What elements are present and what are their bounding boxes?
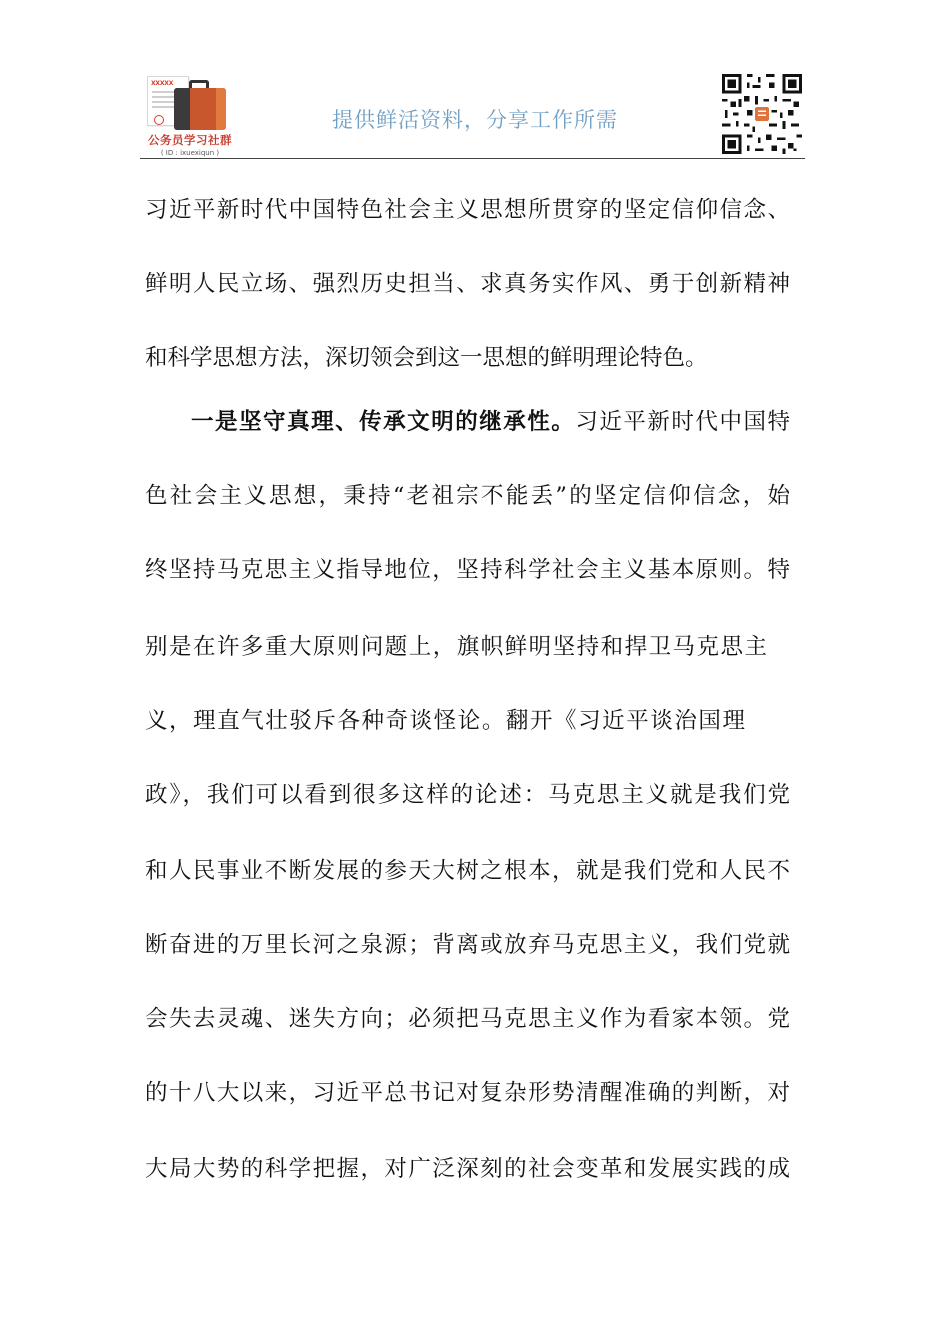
body-line-7: 别是在许多重大原则问题上，旗帜鲜明坚持和捍卫马克思主 xyxy=(145,634,767,660)
logo-title: 公务员学习社群 xyxy=(148,133,232,147)
paragraph-2-heading: 一是坚守真理、传承文明的继承性。 xyxy=(191,409,576,435)
paragraph-2-lead: 习近平新时代中国特 xyxy=(575,409,790,435)
body-line-8: 义，理直气壮驳斥各种奇谈怪论。翻开《习近平谈治国理 xyxy=(145,708,745,734)
body-line-6: 终坚持马克思主义指导地位，坚持科学社会主义基本原则。特 xyxy=(145,557,790,583)
body-line-9: 政》，我们可以看到很多这样的论述：马克思主义就是我们党 xyxy=(145,782,790,808)
logo-id: ( ID : ixuexiqun ) xyxy=(160,149,220,157)
body-line-12: 会失去灵魂、迷失方向；必须把马克思主义作为看家本领。党 xyxy=(145,1006,790,1032)
logo-doc-tag: XXXXX xyxy=(151,80,174,87)
body-line-1: 习近平新时代中国特色社会主义思想所贯穿的坚定信仰信念、 xyxy=(145,197,790,223)
body-line-13: 的十八大以来，习近平总书记对复杂形势清醒准确的判断，对 xyxy=(145,1080,790,1106)
body-line-10: 和人民事业不断发展的参天大树之根本，就是我们党和人民不 xyxy=(145,858,790,884)
paragraph-2-first-line xyxy=(191,407,790,437)
header-divider xyxy=(140,158,805,159)
qr-code-icon xyxy=(722,74,802,154)
body-line-2: 鲜明人民立场、强烈历史担当、求真务实作风、勇于创新精神 xyxy=(145,271,790,297)
body-line-11: 断奋进的万里长河之泉源；背离或放弃马克思主义，我们党就 xyxy=(145,932,790,958)
body-line-5: 色社会主义思想，秉持“老祖宗不能丢”的坚定信仰信念，始 xyxy=(145,483,790,509)
header-slogan: 提供鲜活资料，分享工作所需 xyxy=(332,108,618,132)
body-line-3: 和科学思想方法，深切领会到这一思想的鲜明理论特色。 xyxy=(145,345,708,371)
body-line-14: 大局大势的科学把握，对广泛深刻的社会变革和发展实践的成 xyxy=(145,1156,790,1182)
